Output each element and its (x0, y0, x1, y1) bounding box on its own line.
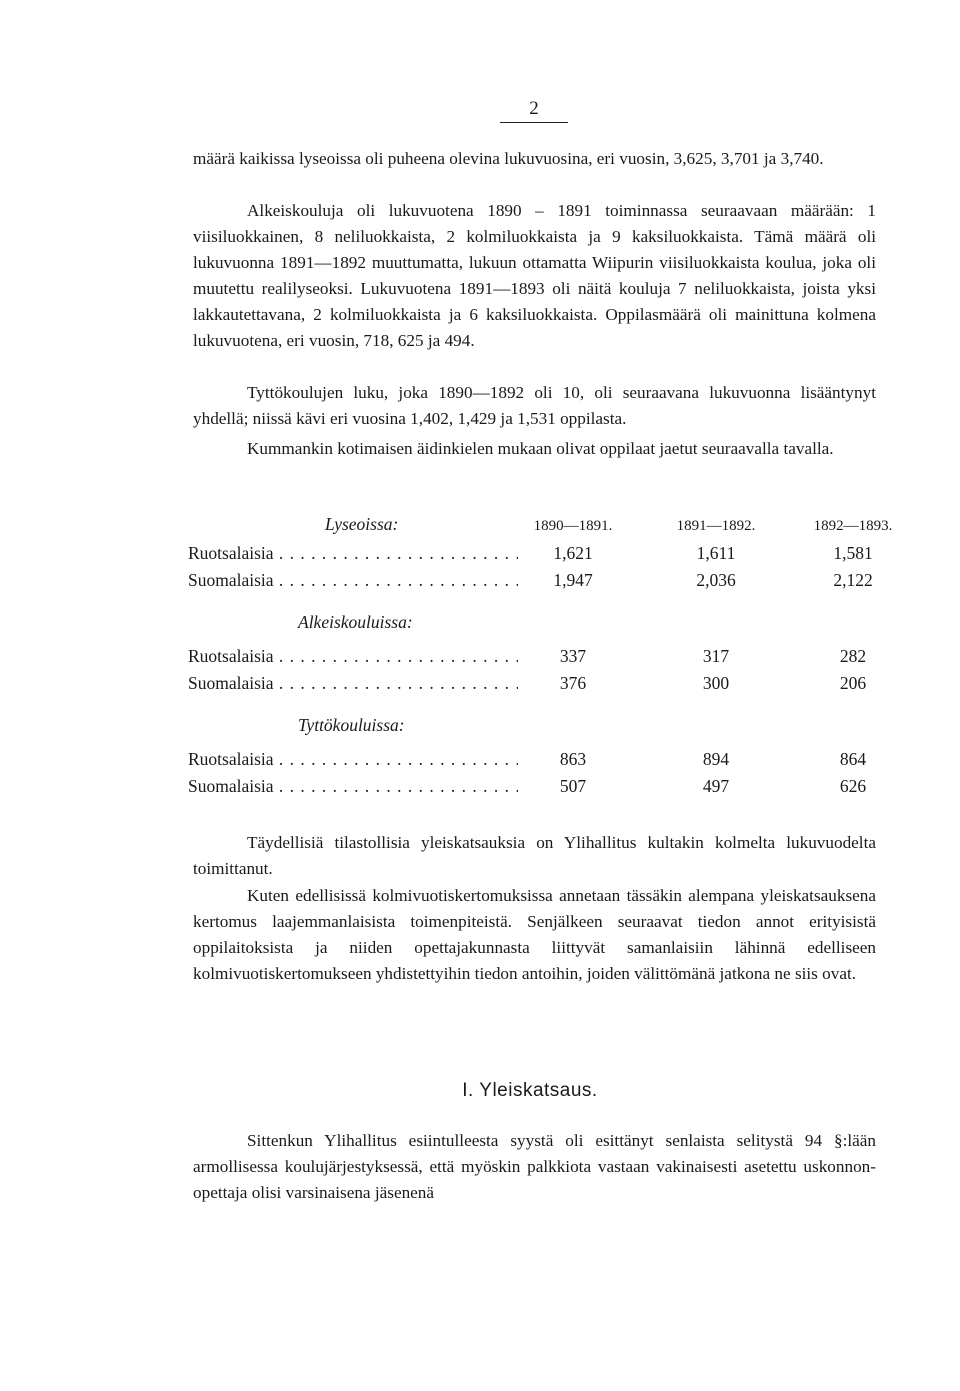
row-label: Suomalaisia . . . (188, 776, 548, 797)
table-row (188, 646, 888, 672)
table-cell: 497 (661, 776, 771, 797)
table-row (188, 776, 888, 802)
table-cell: 2,122 (798, 570, 908, 591)
paragraph-7: Sittenkun Ylihallitus esiintulleesta syystä oli esittänyt senlaista selitystä 94 §:lään armollisessa koulujärjestyksessä, että myöskin palkkiota vastaan vakinaisesti asetettu uskonnon-opettaja olisi varsinaisena jäsenenä (193, 1131, 876, 1202)
table-year-header: 1890—1891. (533, 518, 613, 534)
table-cell: 864 (798, 749, 908, 770)
table-row (188, 749, 888, 775)
paragraph-5: Täydellisiä tilastollisia yleiskatsauksia on Ylihallitus kultakin kolmelta lukuvuodelta toimittanut. (193, 833, 876, 878)
table-row (188, 570, 888, 596)
paragraph-6: Kuten edellisissä kolmivuotiskertomuksissa annetaan tässäkin alempana yleiskatsauksena kertomus laajemmanlaisista toimenpiteistä. Senjälkeen seuraavat tiedon annot erityisistä oppilaitoksista ja niiden opettajakunnasta liittyvät samanlaisiin lähinnä edelliseen kolmivuotiskertomukseen yhdistettyihin tiedon antoihin, joiden välittömänä jatkona ne siis ovat. (193, 886, 876, 983)
row-label: Ruotsalaisia . . . (188, 543, 548, 564)
row-label: Ruotsalaisia . . . (188, 749, 548, 770)
table-cell: 337 (518, 646, 628, 667)
table-cell: 2,036 (661, 570, 771, 591)
paragraph-2: Alkeiskouluja oli lukuvuotena 1890 – 1891 toiminnassa seuraavaan määrään: 1 viisiluokkainen, 8 neliluokkaista, 2 kolmiluokkaista ja 9 kaksiluokkaista. Tämä määrä oli lukuvuonna 1891—1892 muuttumatta, lukuun ottamatta Wiipurin viisiluokkaista koulua, joka oli muutettu realilyseoksi. Lukuvuotena 1891—1893 oli näitä kouluja 7 neliluokkaista, joista yksi lakkautettavana, 2 kolmiluokkaista ja 6 kaksiluokkaista. Oppilasmäärä oli mainittuna kolmena lukuvuotena, eri vuosin, 718, 625 ja 494. (193, 201, 876, 350)
section-heading: I. Yleiskatsaus. (462, 1080, 598, 1101)
table-cell: 206 (798, 673, 908, 694)
table-row (188, 673, 888, 699)
table-year-header: 1892—1893. (813, 518, 893, 534)
table-section-title: Tyttökouluissa: (298, 715, 405, 735)
table-cell: 507 (518, 776, 628, 797)
paragraph-4: Kummankin kotimaisen äidinkielen mukaan olivat oppilaat jaetut seuraavalla tavalla. (247, 439, 834, 458)
table-section-title: Alkeiskouluissa: (298, 612, 413, 632)
table-cell: 1,947 (518, 570, 628, 591)
table-cell: 894 (661, 749, 771, 770)
paragraph-3: Tyttökoulujen luku, joka 1890—1892 oli 10, oli seuraavana lukuvuonna lisääntynyt yhdellä; niissä kävi eri vuosina 1,402, 1,429 ja 1,531 oppilasta. (193, 383, 876, 428)
table-year-header: 1891—1892. (676, 518, 756, 534)
table-cell: 863 (518, 749, 628, 770)
table-section-title: Lyseoissa: (325, 514, 399, 534)
table-cell: 626 (798, 776, 908, 797)
table-row (188, 543, 888, 569)
row-label: Ruotsalaisia . . . (188, 646, 548, 667)
table-cell: 282 (798, 646, 908, 667)
table-cell: 317 (661, 646, 771, 667)
table-cell: 376 (518, 673, 628, 694)
table-cell: 300 (661, 673, 771, 694)
table-cell: 1,621 (518, 543, 628, 564)
table-cell: 1,581 (798, 543, 908, 564)
page-number: 2 (500, 98, 568, 123)
table-cell: 1,611 (661, 543, 771, 564)
row-label: Suomalaisia . . . (188, 570, 548, 591)
paragraph-1: määrä kaikissa lyseoissa oli puheena olevina lukuvuosina, eri vuosin, 3,625, 3,701 ja 3,740. (193, 149, 824, 168)
row-label: Suomalaisia . . . (188, 673, 548, 694)
